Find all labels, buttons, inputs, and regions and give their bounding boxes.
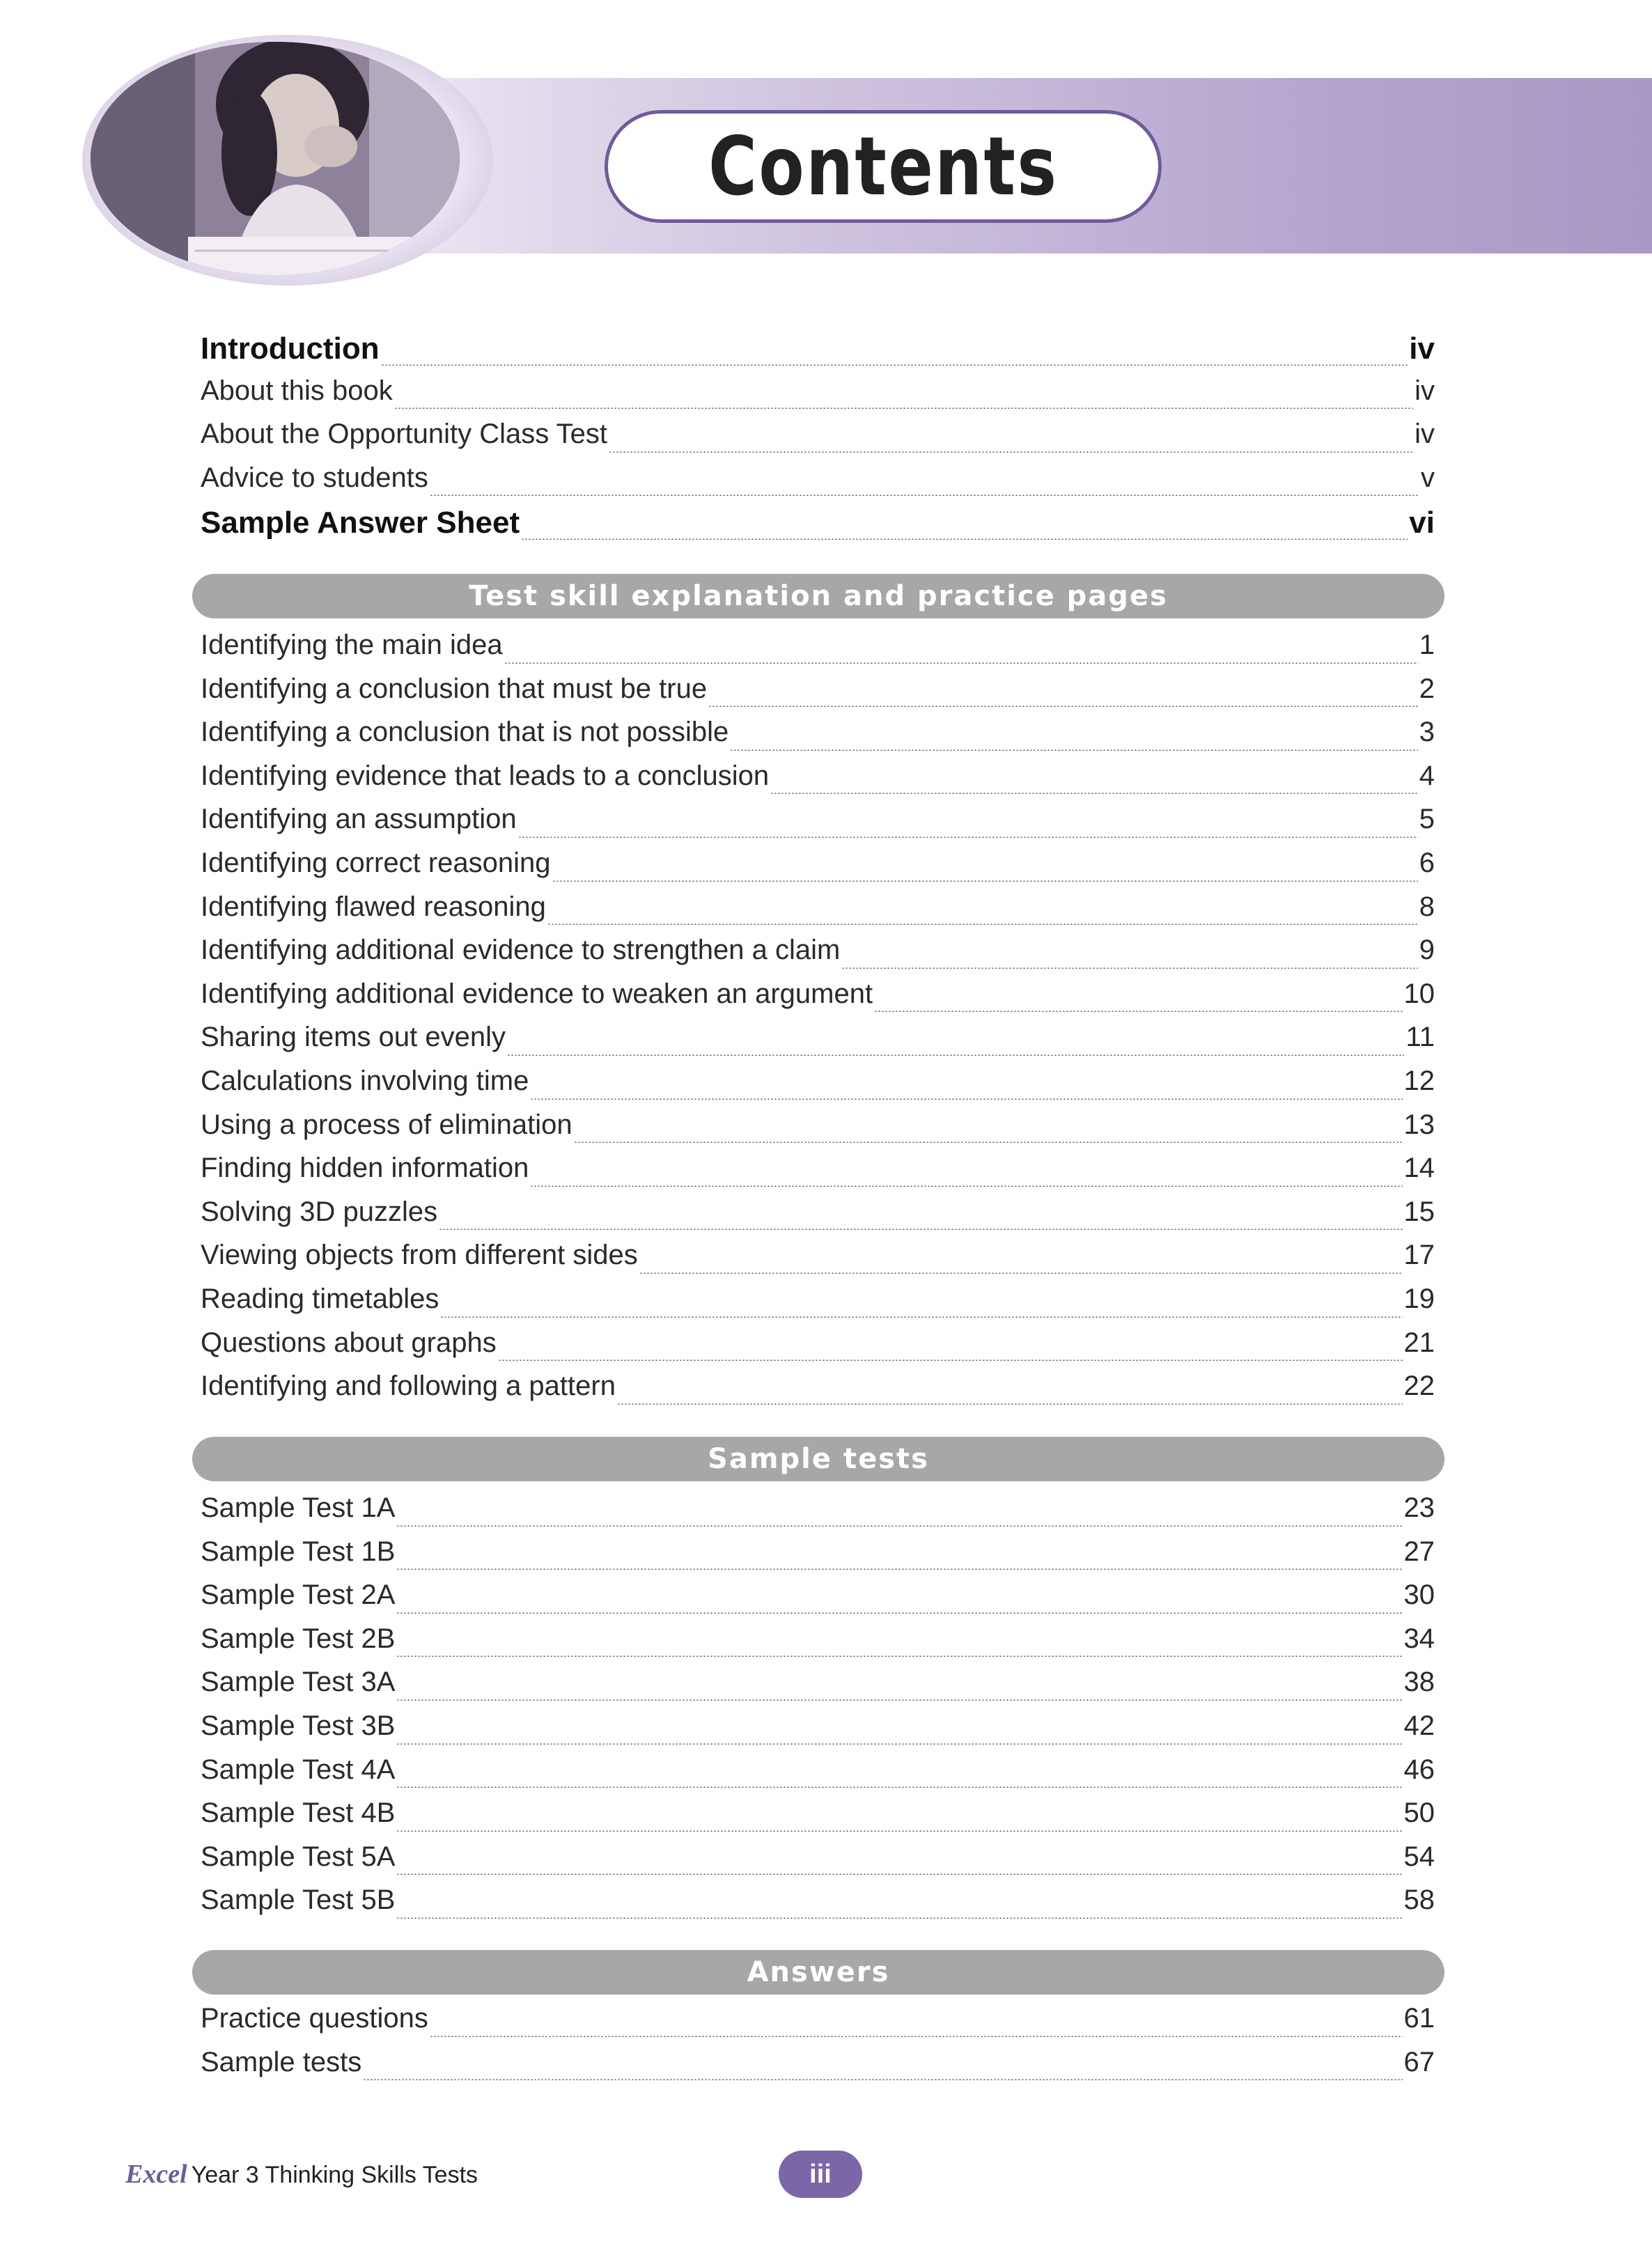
- toc-page: 8: [1419, 891, 1435, 922]
- toc-label: Sample Test 1B: [201, 1536, 396, 1567]
- toc-row[interactable]: [201, 1492, 1435, 1536]
- dot-leader: [574, 1141, 1403, 1143]
- toc-page: 34: [1403, 1623, 1435, 1654]
- toc-page: 11: [1405, 1022, 1435, 1053]
- toc-label: Identifying a conclusion that must be true: [201, 673, 708, 704]
- section-bar-sample-tests: [192, 1437, 1444, 1481]
- book-title: Year 3 Thinking Skills Tests: [191, 2162, 478, 2188]
- toc-page: 38: [1403, 1667, 1435, 1698]
- toc-label: Identifying a conclusion that is not possible: [201, 717, 729, 748]
- toc-page: 61: [1403, 2003, 1435, 2034]
- toc-page: 58: [1403, 1885, 1435, 1916]
- dot-leader: [530, 1185, 1402, 1187]
- toc-row[interactable]: [201, 2003, 1435, 2047]
- dot-leader: [396, 1655, 1402, 1657]
- dot-leader: [617, 1403, 1403, 1405]
- toc-page: 12: [1403, 1065, 1435, 1096]
- dot-leader: [518, 836, 1418, 838]
- toc-label: Identifying additional evidence to strengthen a claim: [201, 935, 841, 966]
- toc-row[interactable]: [201, 1667, 1435, 1710]
- toc-row[interactable]: [201, 1371, 1435, 1414]
- toc-label: About the Opportunity Class Test: [201, 419, 608, 450]
- front-matter-list: [201, 332, 1435, 549]
- toc-label: Sample Test 2A: [201, 1580, 396, 1611]
- toc-label: Advice to students: [201, 462, 428, 493]
- toc-page: 54: [1403, 1841, 1435, 1872]
- toc-page: 6: [1419, 847, 1435, 878]
- toc-row[interactable]: [201, 1109, 1435, 1153]
- dot-leader: [396, 1525, 1402, 1527]
- toc-page: 19: [1403, 1283, 1435, 1314]
- toc-row[interactable]: [201, 1623, 1435, 1667]
- toc-row[interactable]: [201, 419, 1435, 462]
- toc-label: Sample Test 5B: [201, 1885, 396, 1916]
- dot-leader: [521, 538, 1408, 540]
- toc-row[interactable]: [201, 1580, 1435, 1623]
- toc-page: iv: [1415, 419, 1435, 450]
- toc-row[interactable]: [201, 1536, 1435, 1580]
- toc-page: 3: [1419, 717, 1435, 748]
- dot-leader: [507, 1054, 1404, 1056]
- toc-row[interactable]: [201, 375, 1435, 419]
- toc-label: Sample Test 4B: [201, 1797, 396, 1829]
- dot-leader: [708, 705, 1418, 707]
- toc-row[interactable]: [201, 1797, 1435, 1841]
- toc-page: 14: [1403, 1153, 1435, 1184]
- toc-page: 27: [1403, 1536, 1435, 1567]
- toc-row[interactable]: [201, 935, 1435, 978]
- toc-label: Calculations involving time: [201, 1065, 529, 1096]
- dot-leader: [396, 1568, 1402, 1570]
- toc-label: Identifying the main idea: [201, 630, 503, 660]
- dot-leader: [430, 494, 1419, 496]
- dot-leader: [609, 451, 1413, 453]
- brand-logo: Excel: [125, 2160, 187, 2189]
- dot-leader: [396, 1786, 1402, 1788]
- dot-leader: [439, 1228, 1402, 1230]
- toc-page: 46: [1403, 1754, 1435, 1785]
- dot-leader: [394, 407, 1413, 409]
- toc-row[interactable]: [201, 2047, 1435, 2091]
- dot-leader: [381, 364, 1408, 366]
- section-bar-skills: [192, 574, 1444, 618]
- toc-label: Identifying evidence that leads to a conclusion: [201, 760, 770, 791]
- toc-row[interactable]: [201, 462, 1435, 506]
- toc-row[interactable]: [201, 506, 1435, 549]
- toc-page: 4: [1419, 760, 1435, 791]
- toc-row[interactable]: [201, 1327, 1435, 1371]
- toc-page: 5: [1419, 804, 1435, 835]
- toc-label: Sharing items out evenly: [201, 1022, 506, 1053]
- toc-row[interactable]: [201, 1153, 1435, 1196]
- toc-label: Finding hidden information: [201, 1153, 529, 1184]
- toc-row[interactable]: [201, 630, 1435, 673]
- toc-row[interactable]: [201, 1066, 1435, 1109]
- toc-row[interactable]: [201, 1841, 1435, 1885]
- toc-label: Sample Answer Sheet: [201, 506, 520, 540]
- girl-studying-photo-icon: [91, 42, 460, 275]
- toc-label: Identifying flawed reasoning: [201, 891, 546, 922]
- toc-page: 13: [1403, 1109, 1435, 1140]
- toc-page: 67: [1403, 2046, 1435, 2077]
- toc-page: 17: [1403, 1240, 1435, 1271]
- section-bar-answers: [192, 1950, 1444, 1995]
- skills-list: [201, 630, 1435, 1414]
- toc-row[interactable]: [201, 1710, 1435, 1754]
- dot-leader: [396, 1743, 1402, 1745]
- toc-label: Practice questions: [201, 2003, 428, 2034]
- dot-leader: [547, 923, 1418, 925]
- dot-leader: [363, 2079, 1402, 2080]
- page-number-badge: [779, 2151, 862, 2198]
- dot-leader: [440, 1316, 1402, 1318]
- footer-book-title: [125, 2159, 478, 2190]
- toc-label: Sample Test 2B: [201, 1623, 396, 1654]
- dot-leader: [396, 1830, 1402, 1832]
- toc-label: Sample tests: [201, 2046, 362, 2077]
- toc-row[interactable]: [201, 1196, 1435, 1240]
- toc-row[interactable]: [201, 673, 1435, 717]
- page-number: iii: [809, 2159, 832, 2189]
- section-heading: Answers: [747, 1956, 890, 1988]
- toc-row[interactable]: [201, 804, 1435, 848]
- toc-page: v: [1421, 462, 1435, 493]
- dot-leader: [530, 1098, 1402, 1100]
- toc-page: 15: [1403, 1196, 1435, 1227]
- toc-label: Viewing objects from different sides: [201, 1240, 638, 1271]
- dot-leader: [396, 1917, 1402, 1919]
- toc-label: Introduction: [201, 332, 380, 366]
- toc-label: Identifying and following a pattern: [201, 1371, 616, 1402]
- dot-leader: [504, 662, 1418, 664]
- page-title: Contents: [708, 119, 1059, 214]
- dot-leader: [396, 1699, 1402, 1701]
- toc-page: 23: [1403, 1492, 1435, 1523]
- toc-page: 9: [1419, 935, 1435, 966]
- dot-leader: [552, 880, 1418, 882]
- toc-label: Identifying an assumption: [201, 804, 517, 835]
- toc-label: Sample Test 3A: [201, 1667, 396, 1698]
- toc-page: 1: [1419, 630, 1435, 660]
- toc-page: iv: [1415, 375, 1435, 406]
- dot-leader: [430, 2036, 1403, 2037]
- toc-row[interactable]: [201, 760, 1435, 804]
- toc-row[interactable]: [201, 332, 1435, 375]
- toc-row[interactable]: [201, 1284, 1435, 1327]
- toc-row[interactable]: [201, 1754, 1435, 1798]
- toc-row[interactable]: [201, 1240, 1435, 1284]
- toc-label: Sample Test 4A: [201, 1754, 396, 1785]
- header-photo: [91, 42, 460, 275]
- toc-row[interactable]: [201, 848, 1435, 891]
- toc-label: Identifying additional evidence to weaken an argument: [201, 978, 873, 1009]
- dot-leader: [841, 967, 1417, 969]
- toc-page: 21: [1403, 1327, 1435, 1358]
- toc-label: Reading timetables: [201, 1283, 439, 1314]
- section-heading: Sample tests: [708, 1443, 929, 1475]
- dot-leader: [498, 1359, 1403, 1361]
- toc-row[interactable]: [201, 978, 1435, 1022]
- section-heading: Test skill explanation and practice pages: [469, 580, 1168, 612]
- dot-leader: [770, 793, 1418, 794]
- toc-page: 42: [1403, 1710, 1435, 1741]
- title-pill: [605, 110, 1162, 223]
- toc-page: 2: [1419, 673, 1435, 704]
- toc-label: Solving 3D puzzles: [201, 1196, 438, 1227]
- toc-page: iv: [1409, 332, 1435, 366]
- toc-page: 22: [1403, 1371, 1435, 1402]
- toc-label: Questions about graphs: [201, 1327, 497, 1358]
- toc-label: Sample Test 1A: [201, 1492, 396, 1523]
- toc-label: About this book: [201, 375, 393, 406]
- toc-page: 10: [1403, 978, 1435, 1009]
- sample-tests-list: [201, 1492, 1435, 1928]
- toc-page: vi: [1409, 506, 1435, 540]
- dot-leader: [639, 1272, 1403, 1274]
- dot-leader: [874, 1011, 1402, 1012]
- toc-row[interactable]: [201, 1022, 1435, 1066]
- toc-page: 30: [1403, 1580, 1435, 1611]
- toc-label: Using a process of elimination: [201, 1109, 572, 1140]
- dot-leader: [396, 1612, 1402, 1614]
- toc-page: 50: [1403, 1797, 1435, 1829]
- toc-label: Identifying correct reasoning: [201, 847, 551, 878]
- toc-label: Sample Test 5A: [201, 1841, 396, 1872]
- toc-row[interactable]: [201, 1885, 1435, 1928]
- answers-list: [201, 2003, 1435, 2090]
- toc-row[interactable]: [201, 717, 1435, 760]
- toc-row[interactable]: [201, 891, 1435, 935]
- dot-leader: [730, 749, 1418, 751]
- dot-leader: [396, 1873, 1402, 1875]
- toc-label: Sample Test 3B: [201, 1710, 396, 1741]
